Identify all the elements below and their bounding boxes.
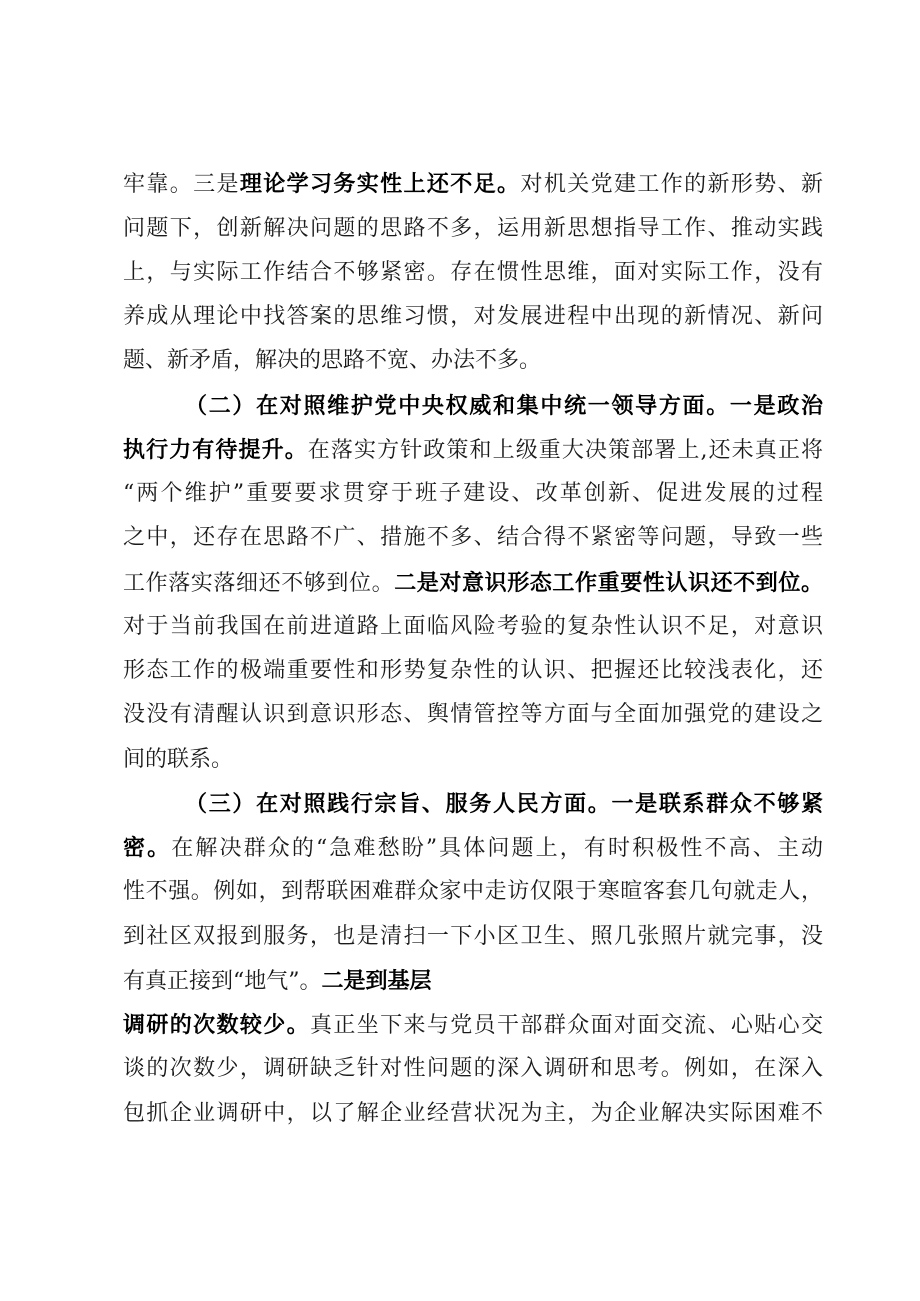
bold-heading: （三）在对照践行宗旨、服务人民方面。一是联系群众不够紧 (185, 791, 823, 817)
paragraph-line: 调研的次数较少。真正坐下来与党员干部群众面对面交流、心贴心交 (123, 1012, 823, 1038)
bold-heading: 密。 (123, 835, 172, 861)
paragraph-line: 没没有清醒认识到意识形态、舆情管控等方面与全面加强党的建设之 (123, 702, 823, 727)
paragraph-line: 性不强。例如，到帮联困难群众家中走访仅限于寒暄客套几句就走人， (123, 879, 823, 904)
paragraph-line: 到社区双报到服务，也是清扫一下小区卫生、照几张照片就完事，没 (123, 924, 823, 949)
paragraph-line: 养成从理论中找答案的思维习惯，对发展进程中出现的新情况、新问 (123, 304, 823, 329)
paragraph-line: 之中，还存在思路不广、措施不多、结合得不紧密等问题，导致一些 (123, 525, 823, 550)
paragraph-line: 上，与实际工作结合不够紧密。存在惯性思维，面对实际工作，没有 (123, 260, 823, 285)
paragraph-line: 有真正接到“地气”。二是到基层 (123, 968, 432, 994)
section-heading-line (185, 386, 823, 426)
paragraph-line: 题、新矛盾，解决的思路不宽、办法不多。 (123, 348, 542, 373)
bold-heading: 二是对意识形态工作重要性认识还不到位。 (394, 570, 823, 596)
paragraph-line: 间的联系。 (123, 747, 234, 772)
paragraph-line: 问题下，创新解决问题的思路不多，运用新思想指导工作、推动实践 (123, 216, 823, 241)
paragraph-line: 执行力有待提升。在落实方针政策和上级重大决策部署上,还未真正将 (123, 437, 823, 463)
bold-heading: 执行力有待提升。 (123, 437, 308, 463)
paragraph-line: 形态工作的极端重要性和形势复杂性的认识、把握还比较浅表化，还 (123, 658, 823, 683)
section-heading-line (185, 784, 823, 824)
paragraph-line: 谈的次数少，调研缺乏针对性问题的深入调研和思考。例如，在深入 (123, 1056, 823, 1081)
paragraph-line: 包抓企业调研中，以了解企业经营状况为主，为企业解决实际困难不 (123, 1101, 823, 1126)
bold-heading: （二）在对照维护党中央权威和集中统一领导方面。一是政治 (185, 393, 823, 419)
paragraph-line: 密。在解决群众的“急难愁盼”具体问题上，有时积极性不高、主动 (123, 835, 823, 861)
bold-heading: 调研的次数较少。 (123, 1012, 311, 1038)
bold-heading: 理论学习务实性上还不足。 (239, 171, 521, 197)
paragraph-line: “两个维护”重要要求贯穿于班子建设、改革创新、促进发展的过程 (123, 481, 823, 506)
paragraph-line: 牢靠。三是理论学习务实性上还不足。对机关党建工作的新形势、新 (123, 171, 823, 197)
paragraph-line: 对于当前我国在前进道路上面临风险考验的复杂性认识不足，对意识 (123, 614, 823, 639)
paragraph-line: 工作落实落细还不够到位。二是对意识形态工作重要性认识还不到位。 (123, 570, 823, 596)
bold-heading: 二是到基层 (321, 968, 432, 994)
